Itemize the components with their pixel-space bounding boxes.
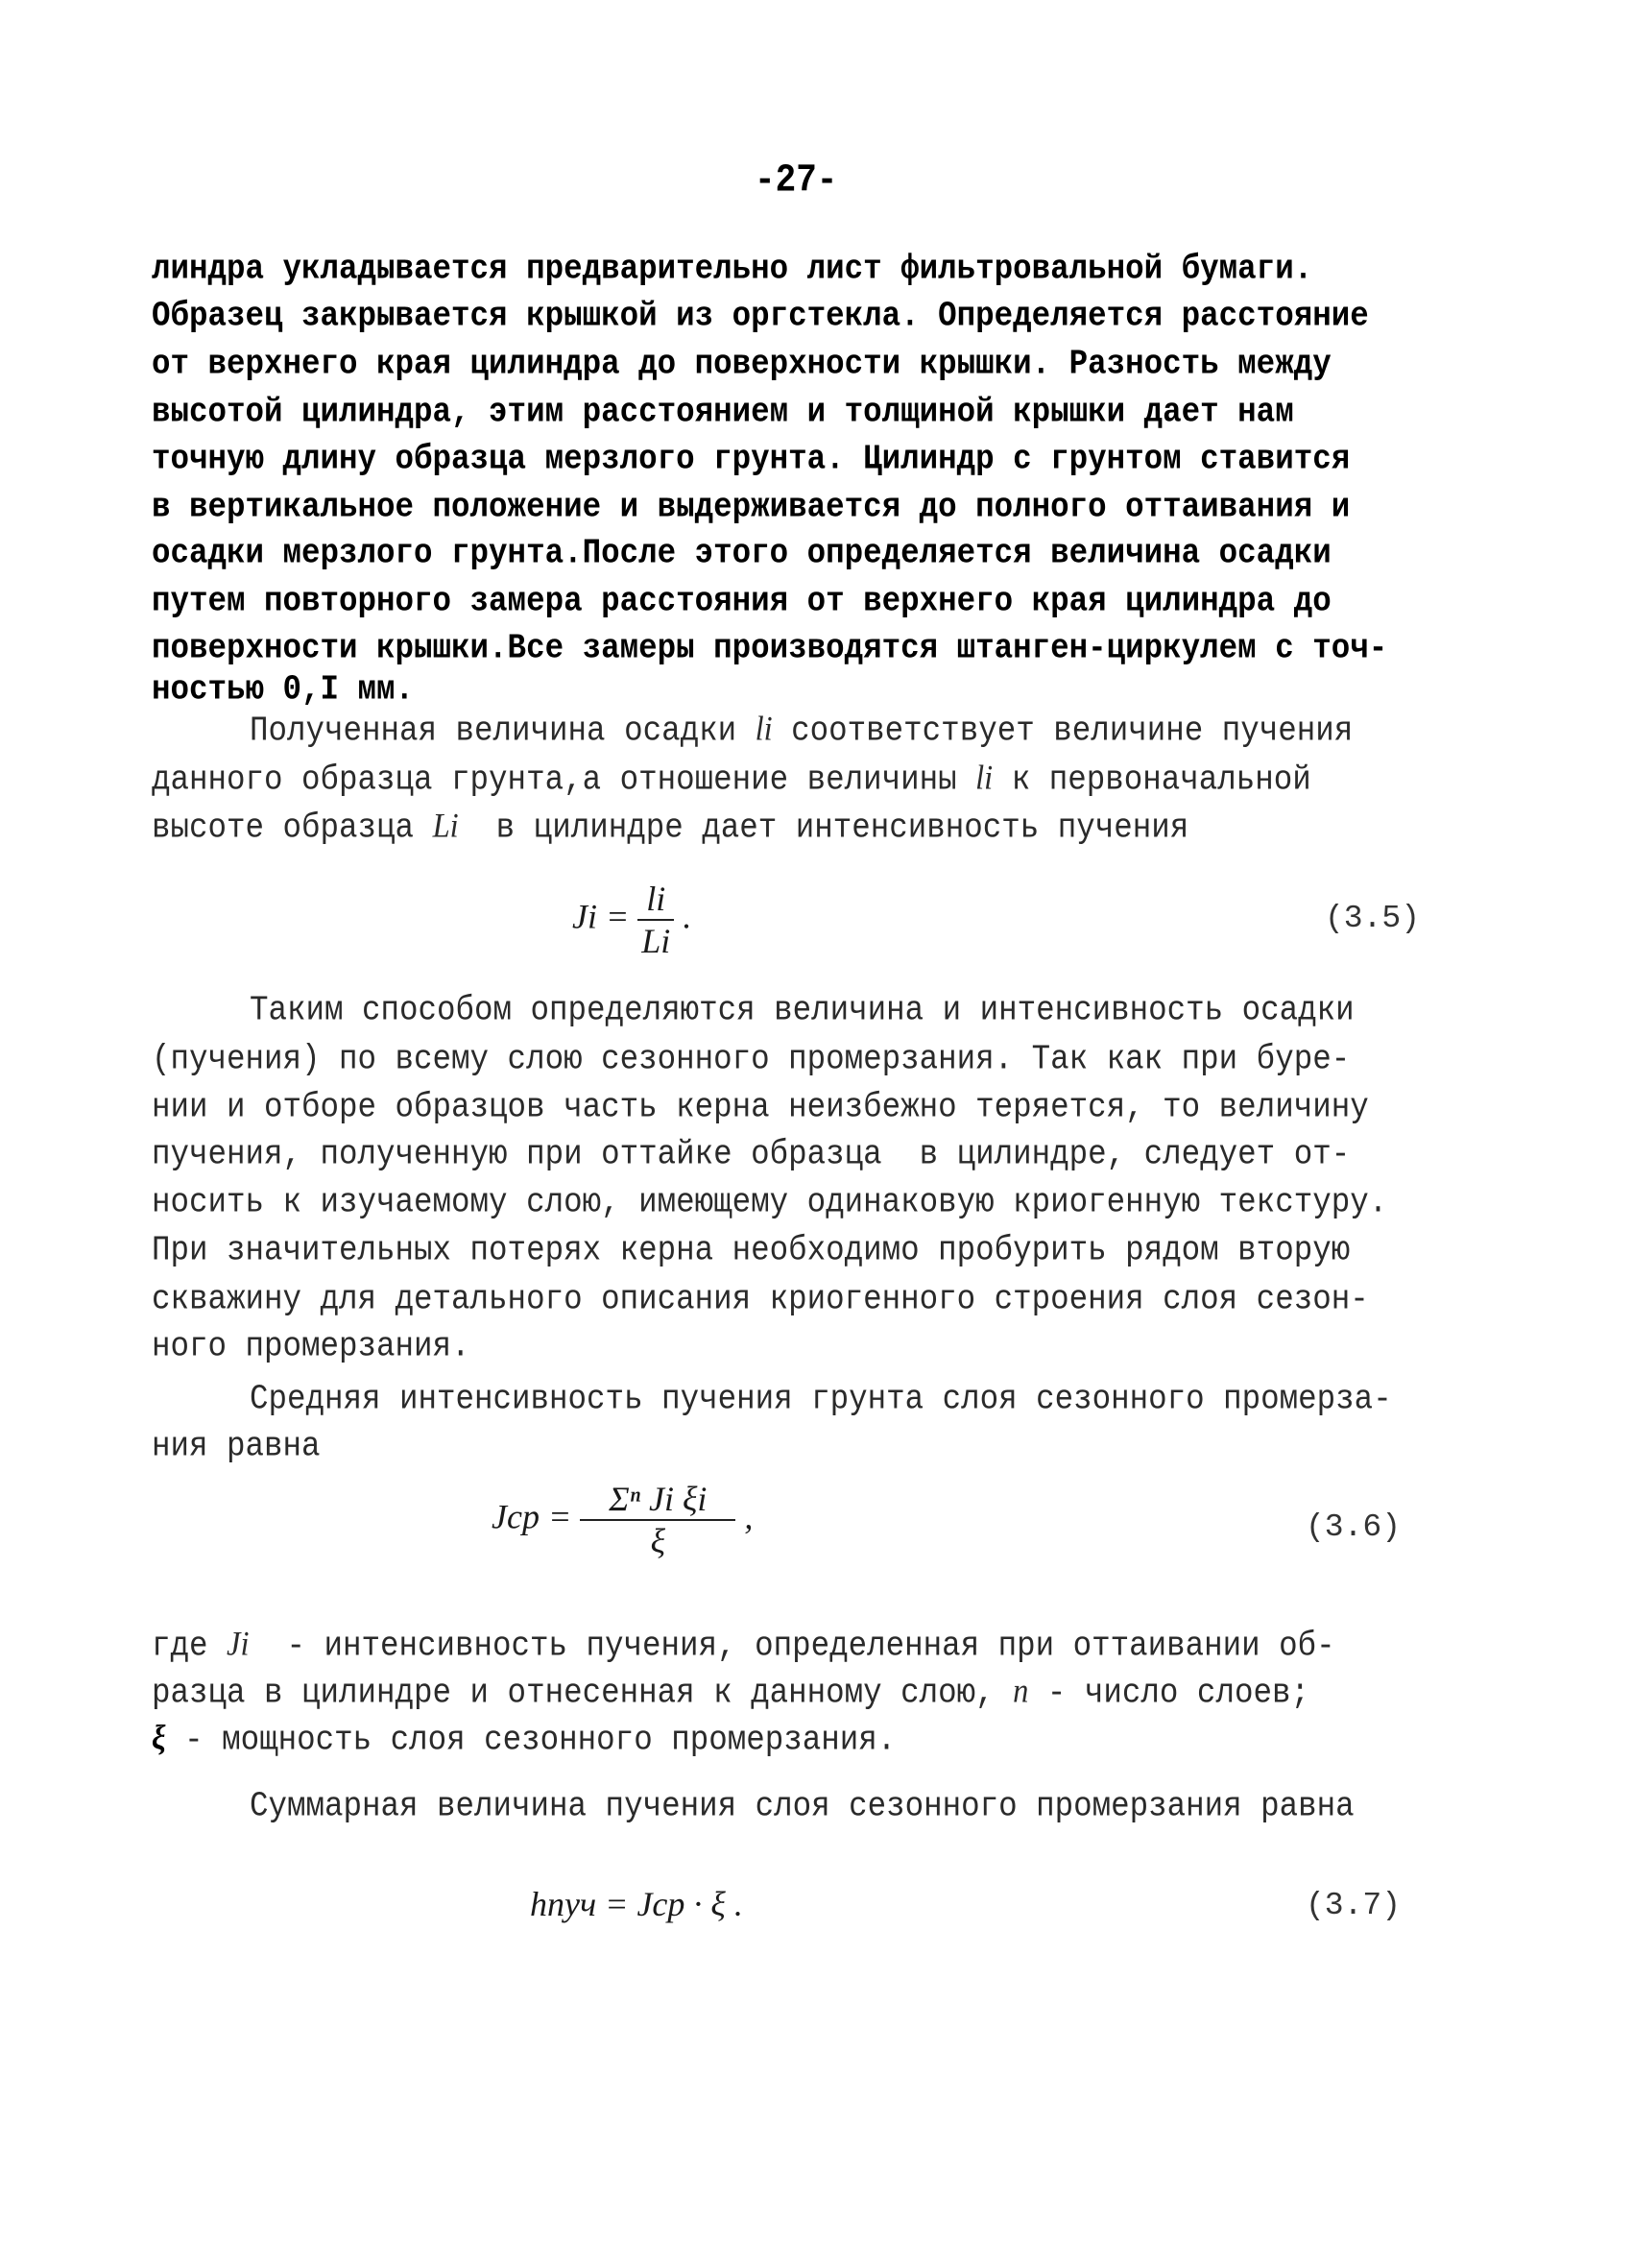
eq-lhs: Jср [492,1497,540,1536]
numerator: Σⁿ Ji ξi [580,1479,735,1521]
text: - мощность слоя сезонного промерзания. [165,1720,897,1760]
text: данного образца грунта,а отношение величины [152,760,976,800]
text: Полученная величина осадки [250,711,756,751]
text-line: Таким способом определяются величина и интенсивность осадки [250,990,1355,1030]
symbol: li [755,710,773,749]
text-line [250,708,1353,753]
text: где [152,1626,228,1666]
text: соответствует величине пучения [772,711,1354,751]
text-line: При значительных потерях керна необходимо пробурить рядом вторую [152,1230,1351,1270]
text-line: в вертикальное положение и выдерживается до полного оттаивания и [152,487,1351,527]
equation-3-6 [492,1479,753,1561]
text: к первоначальной [993,760,1311,800]
denominator: Li [641,922,671,960]
text: - интенсивность пучения, определенная при оттаивании об- [249,1626,1335,1666]
text-line: (пучения) по всему слою сезонного промерзания. Так как при буре- [152,1039,1351,1079]
text-line: Образец закрывается крышкой из оргстекла. Определяется расстояние [152,296,1369,336]
text-line: поверхности крышки.Все замеры производятся штанген-циркулем с точ- [152,628,1388,668]
text: в цилиндре дает интенсивность пучения [458,808,1189,848]
eq-tail: . [733,1885,743,1923]
symbol: Ji [227,1625,250,1664]
page-number: -27- [755,157,838,203]
text-line: ного промерзания. [152,1326,470,1366]
paragraph-6: Суммарная величина пучения слоя сезонного промерзания равна [250,1786,1355,1826]
text-line [152,1623,1335,1668]
equation-3-7 [530,1884,743,1924]
text-line: путем повторного замера расстояния от верхнего края цилиндра до [152,581,1332,621]
symbol: ξ [152,1719,166,1758]
eq-rhs: Jср · ξ [636,1885,726,1923]
equation-number: (3.6) [1306,1509,1402,1545]
eq-sign: = [605,897,630,936]
symbol: li [975,759,994,798]
equation-number: (3.7) [1306,1888,1402,1923]
text-line [152,1717,896,1762]
fraction [580,1479,735,1561]
text-line: высотой цилиндра, этим расстоянием и толщиной крышки дает нам [152,392,1294,432]
eq-lhs: Ji [572,897,597,936]
text: высоте образца [152,808,433,848]
text-line [152,757,1311,802]
fraction [637,879,674,961]
text-line: пучения, полученную при оттайке образца в цилиндре, следует от- [152,1134,1351,1174]
text-line: Средняя интенсивность пучения грунта слоя сезонного промерза- [250,1379,1392,1419]
numerator: li [637,879,674,921]
text-line [152,1670,1309,1715]
eq-tail: . [683,897,692,936]
text-line: линдра укладывается предварительно лист фильтровальной бумаги. [152,249,1313,289]
eq-tail: , [744,1497,754,1536]
eq-sign: = [605,1885,629,1923]
text-line: носить к изучаемому слою, имеющему одинаковую криогенную текстуру. [152,1182,1388,1222]
eq-lhs: hпуч [530,1885,597,1923]
symbol: Li [432,807,459,846]
text-line: ния равна [152,1426,321,1466]
text-line: нии и отборе образцов часть керна неизбежно теряется, то величину [152,1087,1369,1127]
text-line: осадки мерзлого грунта.После этого определяется величина осадки [152,533,1332,573]
text-line: ностью 0,I мм. [152,669,415,710]
text: разца в цилиндре и отнесенная к данному слою, [152,1673,1014,1713]
text-line: от верхнего края цилиндра до поверхности крышки. Разность между [152,344,1332,384]
text: - число слоев; [1028,1673,1309,1713]
equation-number: (3.5) [1325,901,1421,936]
symbol: n [1013,1672,1029,1711]
denominator: ξ [650,1522,666,1560]
equation-3-5 [572,879,691,961]
eq-sign: = [547,1497,572,1536]
text-line: точную длину образца мерзлого грунта. Цилиндр с грунтом ставится [152,439,1351,479]
text-line: скважину для детального описания криогенного строения слоя сезон- [152,1279,1369,1319]
text-line [152,805,1188,850]
